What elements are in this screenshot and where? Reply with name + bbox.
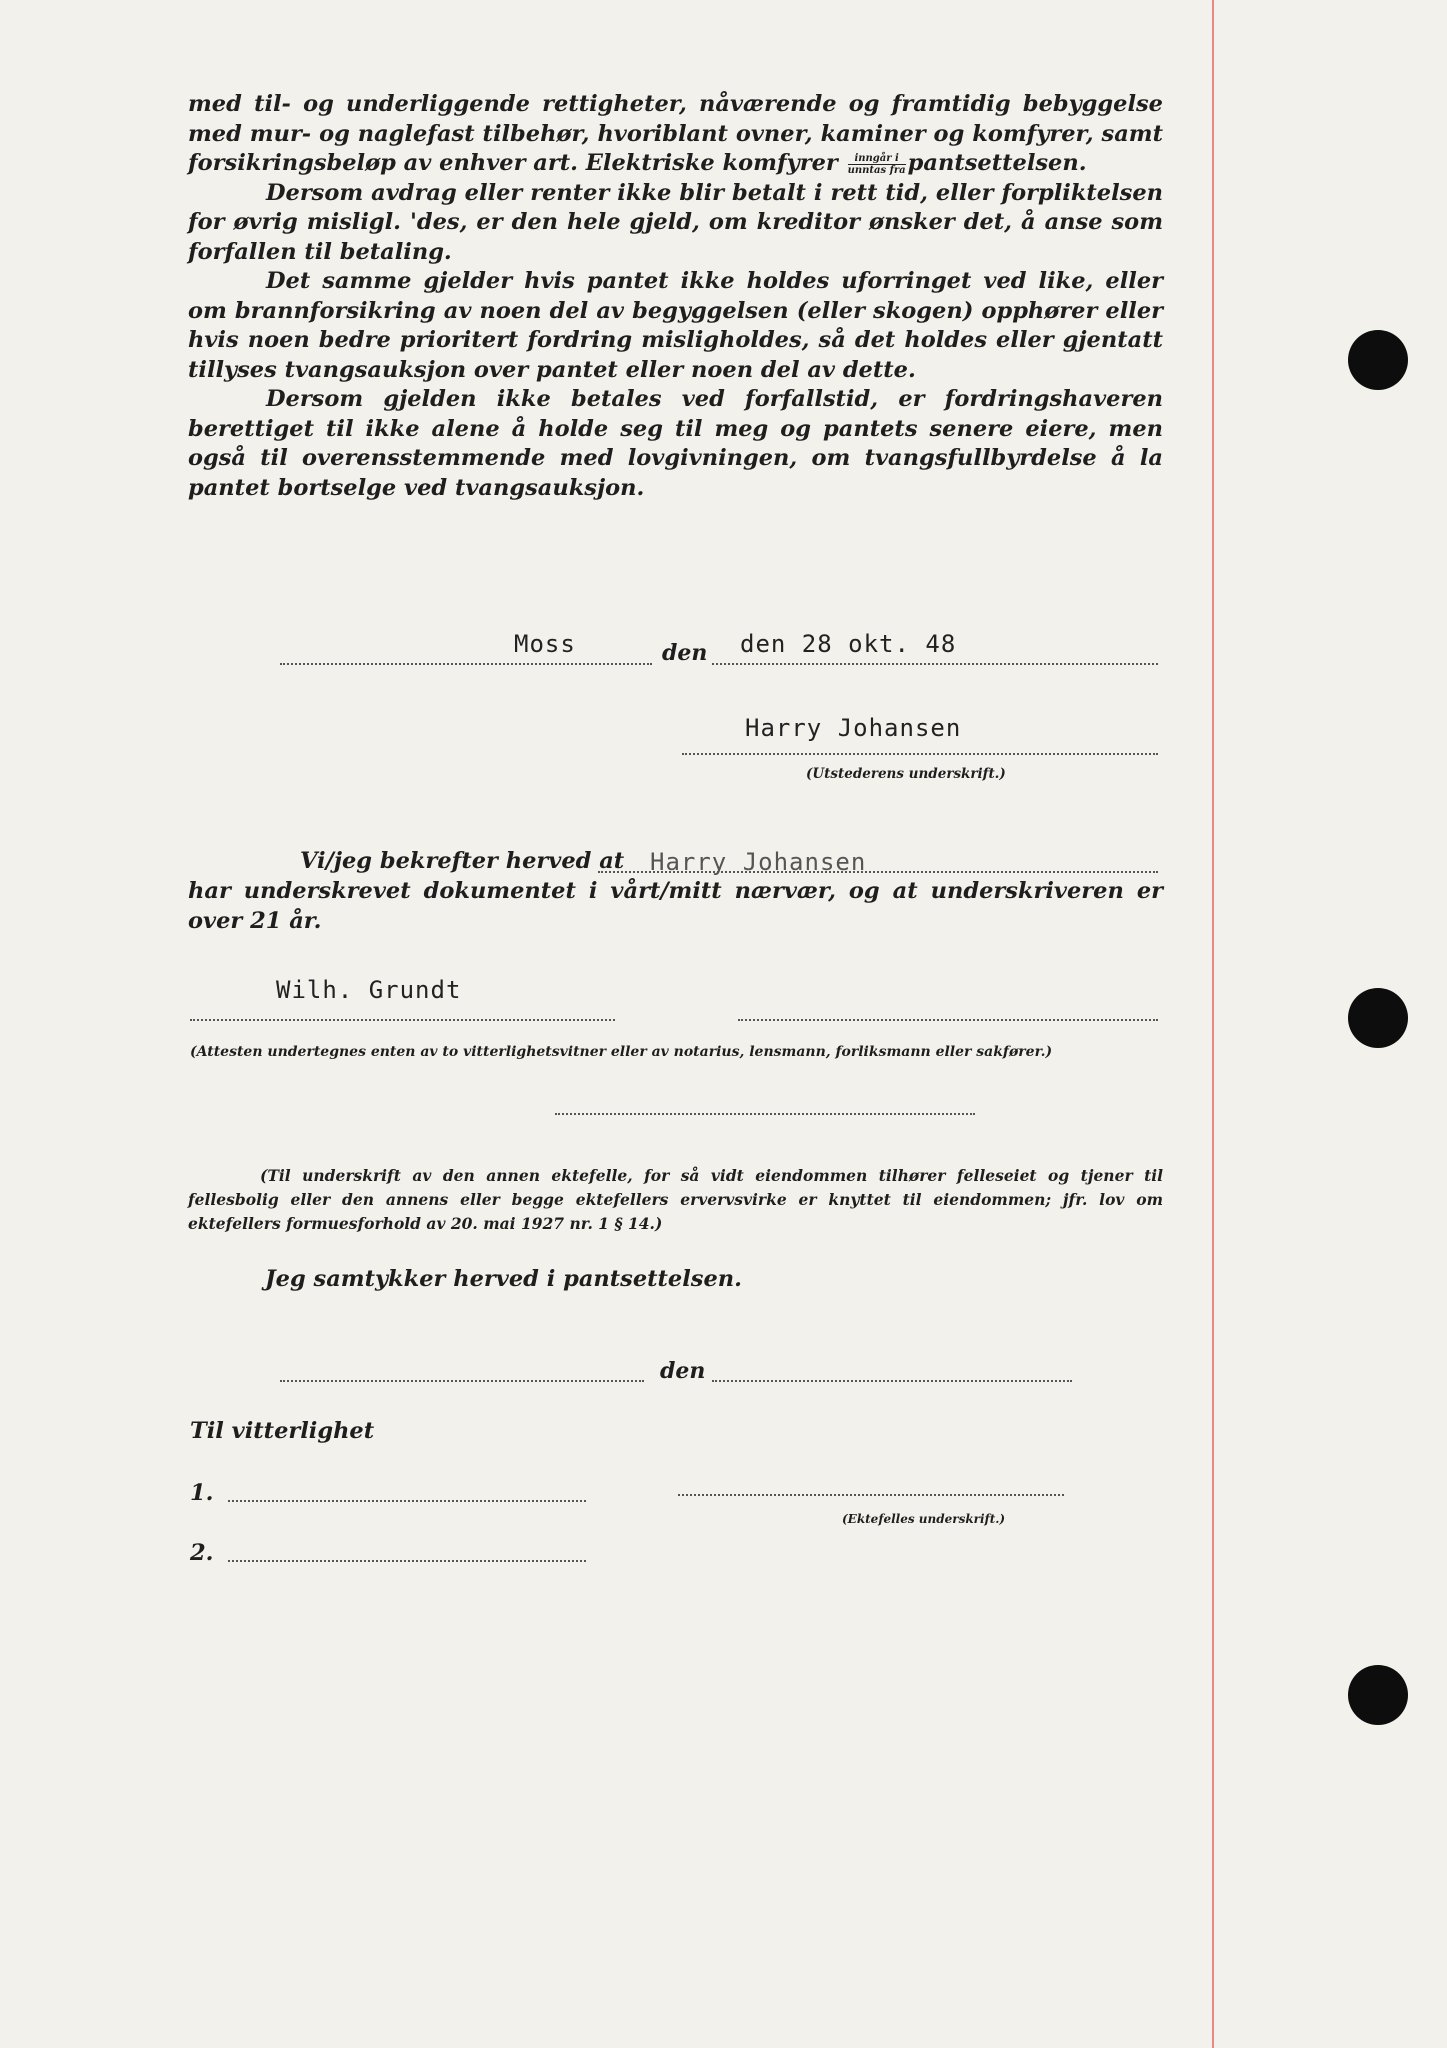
attest-line [555,1113,975,1115]
den-label: den [662,640,708,666]
spouse-signature-line [678,1494,1064,1496]
confirm-name: Harry Johansen [650,848,867,876]
consent-place-line [280,1380,644,1382]
witness-number-2: 2. [190,1540,214,1566]
punch-hole [1348,330,1408,390]
punch-hole [1348,1665,1408,1725]
spouse-footnote: (Til underskrift av den annen ektefelle, for så vidt eiendommen tilhører felleseiet og tjener til fellesbolig eller den annens eller begge ektefellers ervervsvirke er knyttet til eiendommen; jfr. lov om ektefellers formuesforhold av 20. mai 1927 nr. 1 § 14.) [188,1166,1163,1233]
attest-note: (Attesten undertegnes enten av to vitterlighetsvitner eller av notarius, lensmann, forliksmann eller sakfører.) [190,1044,1053,1060]
witness-number-1: 1. [190,1480,214,1506]
signing-place: Moss [514,630,576,658]
margin-line [1212,0,1214,2048]
confirm-line [598,871,1158,873]
issuer-signature-line [682,753,1158,755]
mortgage-terms-text [188,90,1163,503]
paragraph-1: med til- og underliggende rettigheter, nåværende og framtidig bebyggelse med mur- og naglefast tilbehør, hvoriblant ovner, kaminer og komfyrer, samt forsikringsbeløp av enhver art. Elektriske komfyrer $\frac{\text{inngår i}}{\text{unntas fra}}$ pantsettelsen. [188,91,1163,176]
consent-text: Jeg samtykker herved i pantsettelsen. [265,1266,742,1292]
paragraph-3: Det samme gjelder hvis pantet ikke holdes uforringet ved like, eller om brannforsikring av noen del av begyggelsen (eller skogen) opphører eller hvis noen bedre prioritert fordring misligholdes, så det holdes eller gjentatt tillyses tvangsauksjon over pantet eller noen del av dette. [188,268,1163,383]
consent-date-line [712,1380,1072,1382]
consent-den-label: den [660,1358,706,1384]
confirm-prefix: Vi/jeg bekrefter herved at [300,848,625,874]
inclusion-fraction: $\frac{\text{inngår i}}{\text{unntas fra}}$ [847,152,906,176]
witness-signature: Wilh. Grundt [276,976,462,1004]
paragraph-2: Dersom avdrag eller renter ikke blir betalt i rett tid, eller forpliktelsen for øvrig misligl. 'des, er den hele gjeld, om kreditor ønsker det, å anse som forfallen til betaling. [188,179,1163,265]
spouse-witness-line-1 [228,1500,586,1502]
date-line [712,663,1158,665]
signing-date: den 28 okt. 48 [740,630,957,658]
witness-line-2 [738,1019,1158,1021]
place-line [280,663,652,665]
witness-line-1 [190,1019,615,1021]
confirm-text: har underskrevet dokumentet i vårt/mitt nærvær, og at underskriveren er over 21 år. [188,878,1163,934]
issuer-signature: Harry Johansen [745,714,962,742]
paragraph-4: Dersom gjelden ikke betales ved forfallstid, er fordringshaveren berettiget til ikke alene å holde seg til meg og pantets senere eiere, men også til overensstemmende med lovgivningen, om tvangsfullbyrdelse å la pantet bortselge ved tvangsauksjon. [188,386,1163,501]
spouse-caption: (Ektefelles underskrift.) [842,1512,1006,1526]
issuer-caption: (Utstederens underskrift.) [806,766,1006,782]
punch-hole [1348,988,1408,1048]
spouse-witness-line-2 [228,1560,586,1562]
witness-heading: Til vitterlighet [190,1418,375,1444]
